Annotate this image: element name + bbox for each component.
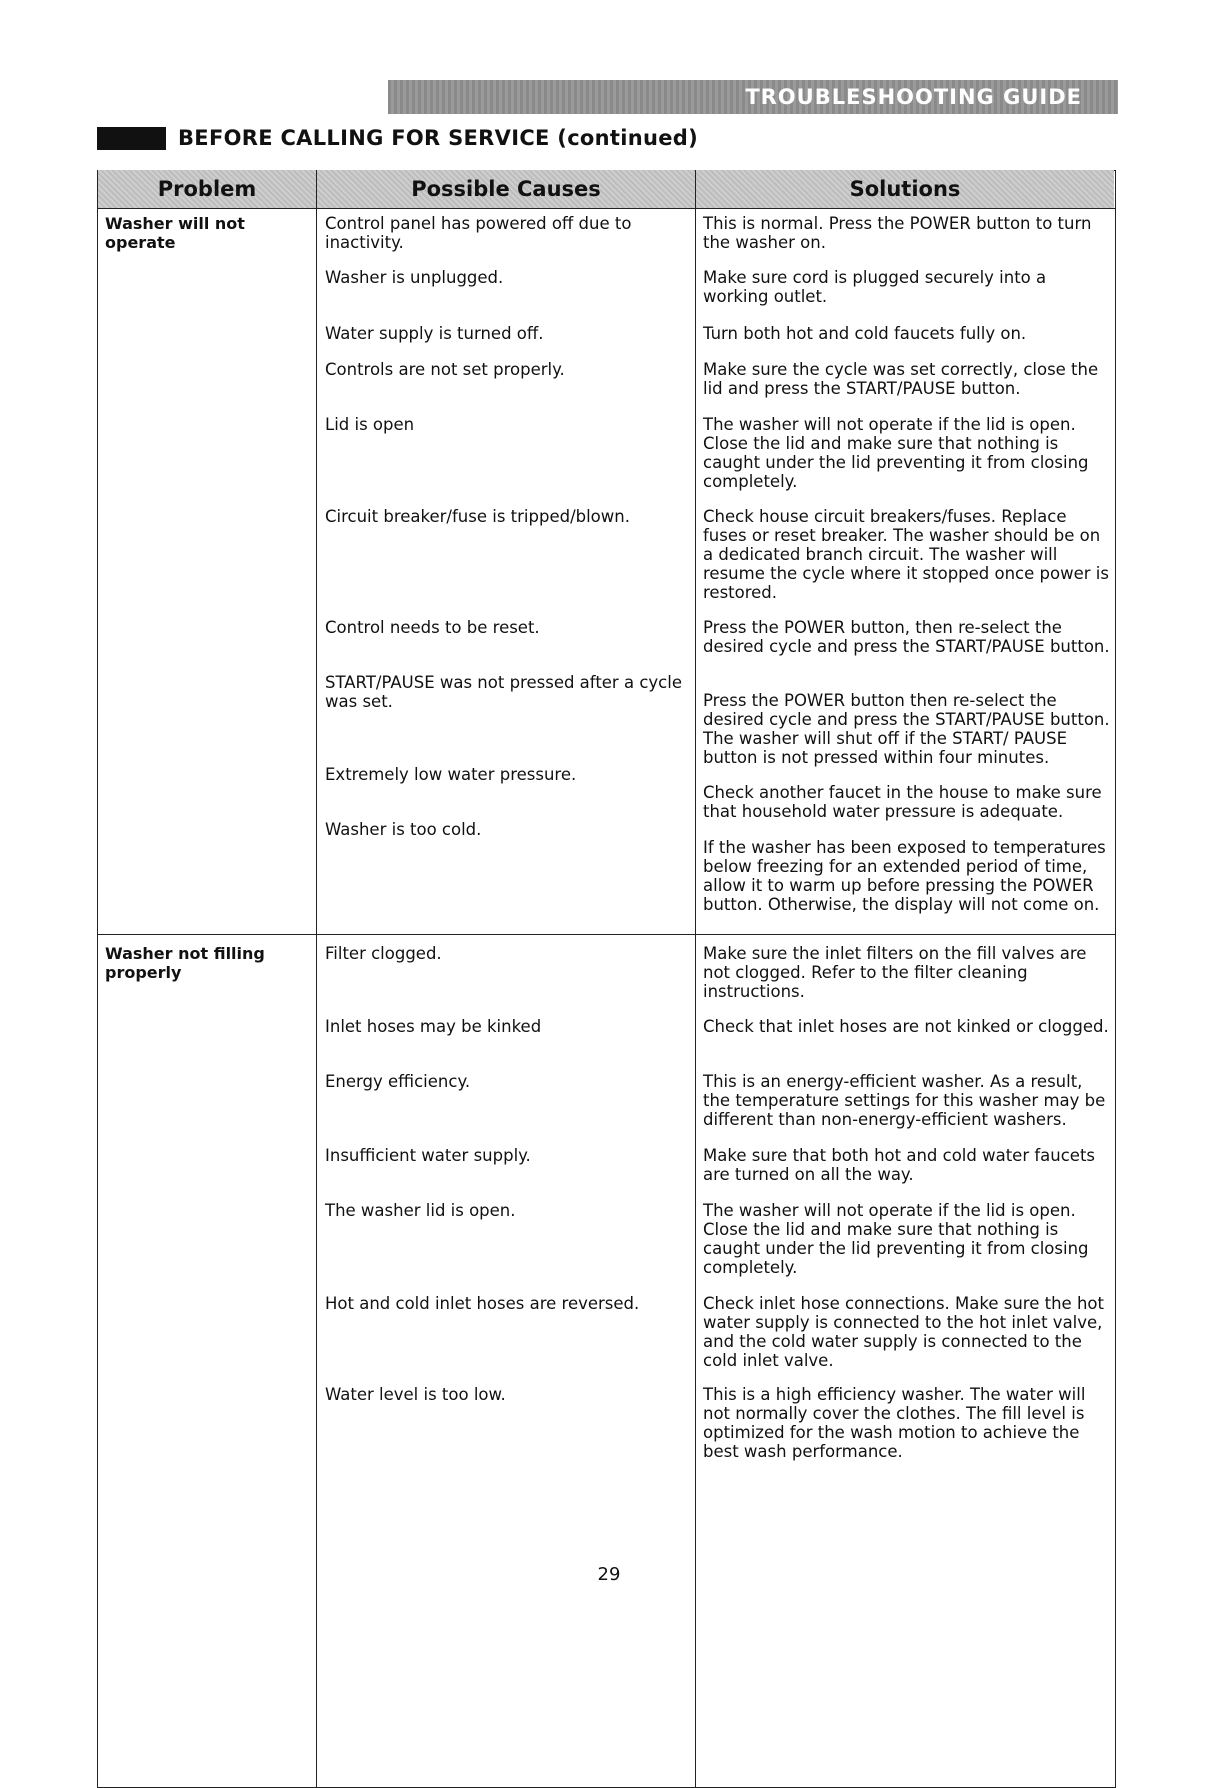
solution-text: If the washer has been exposed to temperatures below freezing for an extended period of time, allow it to warm up before pressing the POWER button. Otherwise, the display will not come on. bbox=[703, 838, 1106, 914]
solution-text: Turn both hot and cold faucets fully on. bbox=[703, 324, 1027, 343]
solution-text: This is normal. Press the POWER button to turn the washer on. bbox=[703, 214, 1092, 252]
section-heading bbox=[97, 126, 698, 150]
solution-text: Press the POWER button, then re-select the desired cycle and press the START/PAUSE button. bbox=[703, 618, 1110, 656]
solution-text: Check house circuit breakers/fuses. Replace fuses or reset breaker. The washer should be on a dedicated branch circuit. The washer will resume the cycle where it stopped once power is restored. bbox=[703, 507, 1109, 602]
solution-text: Make sure that both hot and cold water faucets are turned on all the way. bbox=[703, 1146, 1096, 1184]
solution-text: This is a high efficiency washer. The water will not normally cover the clothes. The fill level is optimized for the wash motion to achieve the best wash performance. bbox=[703, 1385, 1086, 1461]
column-divider bbox=[695, 170, 696, 1788]
solution-text: Make sure the inlet filters on the fill valves are not clogged. Refer to the filter cleaning instructions. bbox=[703, 944, 1087, 1001]
cause-text: Filter clogged. bbox=[325, 944, 442, 963]
cause-text: Washer is unplugged. bbox=[325, 268, 504, 287]
cause-text: The washer lid is open. bbox=[325, 1201, 516, 1220]
heading-bar-icon bbox=[97, 127, 166, 150]
cause-text: Washer is too cold. bbox=[325, 820, 482, 839]
group-divider bbox=[97, 934, 1116, 935]
cause-text: Lid is open bbox=[325, 415, 415, 434]
troubleshooting-table bbox=[97, 170, 1116, 1788]
header-divider bbox=[97, 208, 1116, 209]
cause-text: Controls are not set properly. bbox=[325, 360, 565, 379]
column-header-causes: Possible Causes bbox=[317, 170, 695, 208]
section-title: BEFORE CALLING FOR SERVICE (continued) bbox=[178, 126, 699, 150]
cause-text: Hot and cold inlet hoses are reversed. bbox=[325, 1294, 640, 1313]
cause-text: Energy efficiency. bbox=[325, 1072, 471, 1091]
column-header-problem: Problem bbox=[98, 170, 316, 208]
cause-text: Water level is too low. bbox=[325, 1385, 506, 1404]
solution-text: Check another faucet in the house to make sure that household water pressure is adequate. bbox=[703, 783, 1102, 821]
solution-text: Make sure cord is plugged securely into a working outlet. bbox=[703, 268, 1047, 306]
problem-washer-will-not-operate: Washer will not operate bbox=[105, 214, 245, 252]
cause-text: Circuit breaker/fuse is tripped/blown. bbox=[325, 507, 630, 526]
page-number: 29 bbox=[597, 1564, 621, 1585]
cause-text: Insufficient water supply. bbox=[325, 1146, 531, 1165]
solution-text: Check that inlet hoses are not kinked or clogged. bbox=[703, 1017, 1109, 1036]
solution-text: The washer will not operate if the lid is open. Close the lid and make sure that nothing is caught under the lid preventing it from closing completely. bbox=[703, 415, 1089, 491]
problem-washer-not-filling: Washer not filling properly bbox=[105, 944, 265, 982]
cause-text: Extremely low water pressure. bbox=[325, 765, 577, 784]
cause-text: Water supply is turned off. bbox=[325, 324, 544, 343]
cause-text: Control panel has powered off due to inactivity. bbox=[325, 214, 632, 252]
solution-text: This is an energy-efficient washer. As a result, the temperature settings for this washer may be different than non-energy-efficient washers. bbox=[703, 1072, 1106, 1129]
cause-text: Inlet hoses may be kinked bbox=[325, 1017, 542, 1036]
solution-text: Make sure the cycle was set correctly, close the lid and press the START/PAUSE button. bbox=[703, 360, 1099, 398]
solution-text: The washer will not operate if the lid is open. Close the lid and make sure that nothing is caught under the lid preventing it from closing completely. bbox=[703, 1201, 1089, 1277]
column-divider bbox=[316, 170, 317, 1788]
solution-text: Check inlet hose connections. Make sure the hot water supply is connected to the hot inlet valve, and the cold water supply is connected to the cold inlet valve. bbox=[703, 1294, 1104, 1370]
troubleshooting-guide-banner: TROUBLESHOOTING GUIDE bbox=[388, 80, 1118, 114]
cause-text: START/PAUSE was not pressed after a cycle was set. bbox=[325, 673, 682, 711]
solution-text: Press the POWER button then re-select the desired cycle and press the START/PAUSE button. The washer will shut off if the START/ PAUSE button is not pressed within four minutes. bbox=[703, 691, 1110, 767]
cause-text: Control needs to be reset. bbox=[325, 618, 540, 637]
column-header-solutions: Solutions bbox=[696, 170, 1114, 208]
